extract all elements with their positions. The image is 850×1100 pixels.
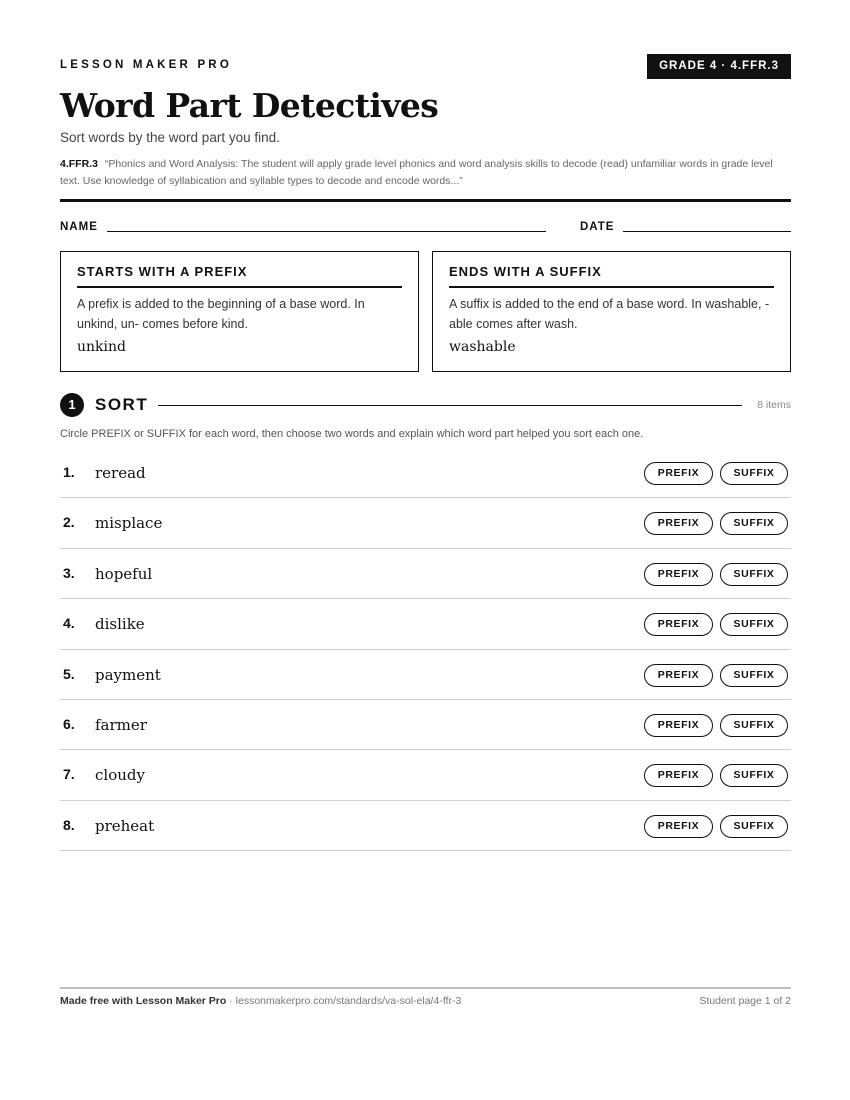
list-item — [60, 498, 791, 548]
prefix-choice[interactable]: PREFIX — [644, 714, 713, 737]
item-number: 5. — [63, 665, 75, 682]
item-word: misplace — [95, 514, 163, 533]
item-number: 8. — [63, 816, 75, 833]
suffix-choice[interactable]: SUFFIX — [720, 613, 788, 636]
list-item — [60, 700, 791, 750]
footer-made-with: Made free with Lesson Maker Pro — [60, 995, 227, 1007]
prefix-choice[interactable]: PREFIX — [644, 764, 713, 787]
suffix-choice[interactable]: SUFFIX — [720, 764, 788, 787]
item-number: 2. — [63, 514, 75, 531]
concept-description: A suffix is added to the end of a base word. In washable, -able comes after wash. — [449, 297, 770, 331]
page-subtitle: Sort words by the word part you find. — [60, 130, 280, 145]
standard-text: “Phonics and Word Analysis: The student will apply grade level phonics and word analysis skills to decode (read) unfamiliar words in grade level text. Use knowledge of syllabication and syllable types to decode and encode words...” — [60, 158, 773, 187]
item-number: 6. — [63, 715, 75, 732]
sort-section-header — [60, 393, 791, 417]
date-field[interactable] — [623, 231, 791, 232]
footer-divider — [60, 987, 791, 989]
item-word: dislike — [95, 615, 145, 634]
item-word: cloudy — [95, 766, 145, 785]
prefix-choice[interactable]: PREFIX — [644, 815, 713, 838]
student-info-row — [60, 219, 791, 235]
page-indicator: Student page 1 of 2 — [699, 995, 791, 1007]
item-number: 7. — [63, 766, 75, 783]
prefix-choice[interactable]: PREFIX — [644, 664, 713, 687]
section-instructions: Circle PREFIX or SUFFIX for each word, then choose two words and explain which word part helped you sort each one. — [60, 428, 644, 440]
list-item — [60, 750, 791, 800]
section-title: SORT — [95, 395, 149, 414]
item-word: farmer — [95, 715, 147, 734]
item-word: hopeful — [95, 564, 153, 583]
suffix-choice[interactable]: SUFFIX — [720, 462, 788, 485]
header-bar — [60, 54, 791, 79]
grade-badge: GRADE 4 · 4.FFR.3 — [647, 54, 791, 79]
prefix-choice[interactable]: PREFIX — [644, 512, 713, 535]
name-label: NAME — [60, 221, 98, 233]
item-number: 4. — [63, 615, 75, 632]
item-number: 3. — [63, 564, 75, 581]
concept-description: A prefix is added to the beginning of a base word. In unkind, un- comes before kind. — [77, 297, 365, 331]
list-item — [60, 448, 791, 498]
date-label: DATE — [580, 221, 615, 233]
concept-title: STARTS WITH A PREFIX — [77, 264, 402, 288]
name-field[interactable] — [107, 231, 546, 232]
concept-example: washable — [449, 339, 516, 355]
sort-item-list — [60, 448, 791, 851]
worksheet-page — [60, 0, 791, 1100]
list-item — [60, 801, 791, 851]
section-divider — [158, 405, 742, 406]
standard-code: 4.FFR.3 — [60, 158, 98, 170]
concept-title: ENDS WITH A SUFFIX — [449, 264, 774, 288]
concept-example: unkind — [77, 339, 126, 355]
item-word: preheat — [95, 816, 155, 835]
item-number: 1. — [63, 464, 75, 480]
item-count: 8 items — [757, 399, 791, 411]
prefix-concept-card — [60, 251, 419, 372]
section-number-badge: 1 — [60, 393, 84, 417]
list-item — [60, 650, 791, 700]
list-item — [60, 599, 791, 649]
suffix-choice[interactable]: SUFFIX — [720, 664, 788, 687]
suffix-choice[interactable]: SUFFIX — [720, 512, 788, 535]
item-word: reread — [95, 464, 146, 482]
brand-name: LESSON MAKER PRO — [60, 59, 232, 71]
suffix-choice[interactable]: SUFFIX — [720, 815, 788, 838]
suffix-concept-card — [432, 251, 791, 372]
list-item — [60, 549, 791, 599]
item-word: payment — [95, 665, 161, 684]
page-title: Word Part Detectives — [60, 86, 439, 125]
standard-description — [60, 156, 791, 190]
suffix-choice[interactable]: SUFFIX — [720, 563, 788, 586]
prefix-choice[interactable]: PREFIX — [644, 613, 713, 636]
footer-url: · lessonmakerpro.com/standards/va-sol-ela/4-ffr-3 — [226, 995, 462, 1007]
prefix-choice[interactable]: PREFIX — [644, 462, 713, 485]
footer-credit — [60, 995, 461, 1007]
prefix-choice[interactable]: PREFIX — [644, 563, 713, 586]
suffix-choice[interactable]: SUFFIX — [720, 714, 788, 737]
header-divider — [60, 199, 791, 202]
